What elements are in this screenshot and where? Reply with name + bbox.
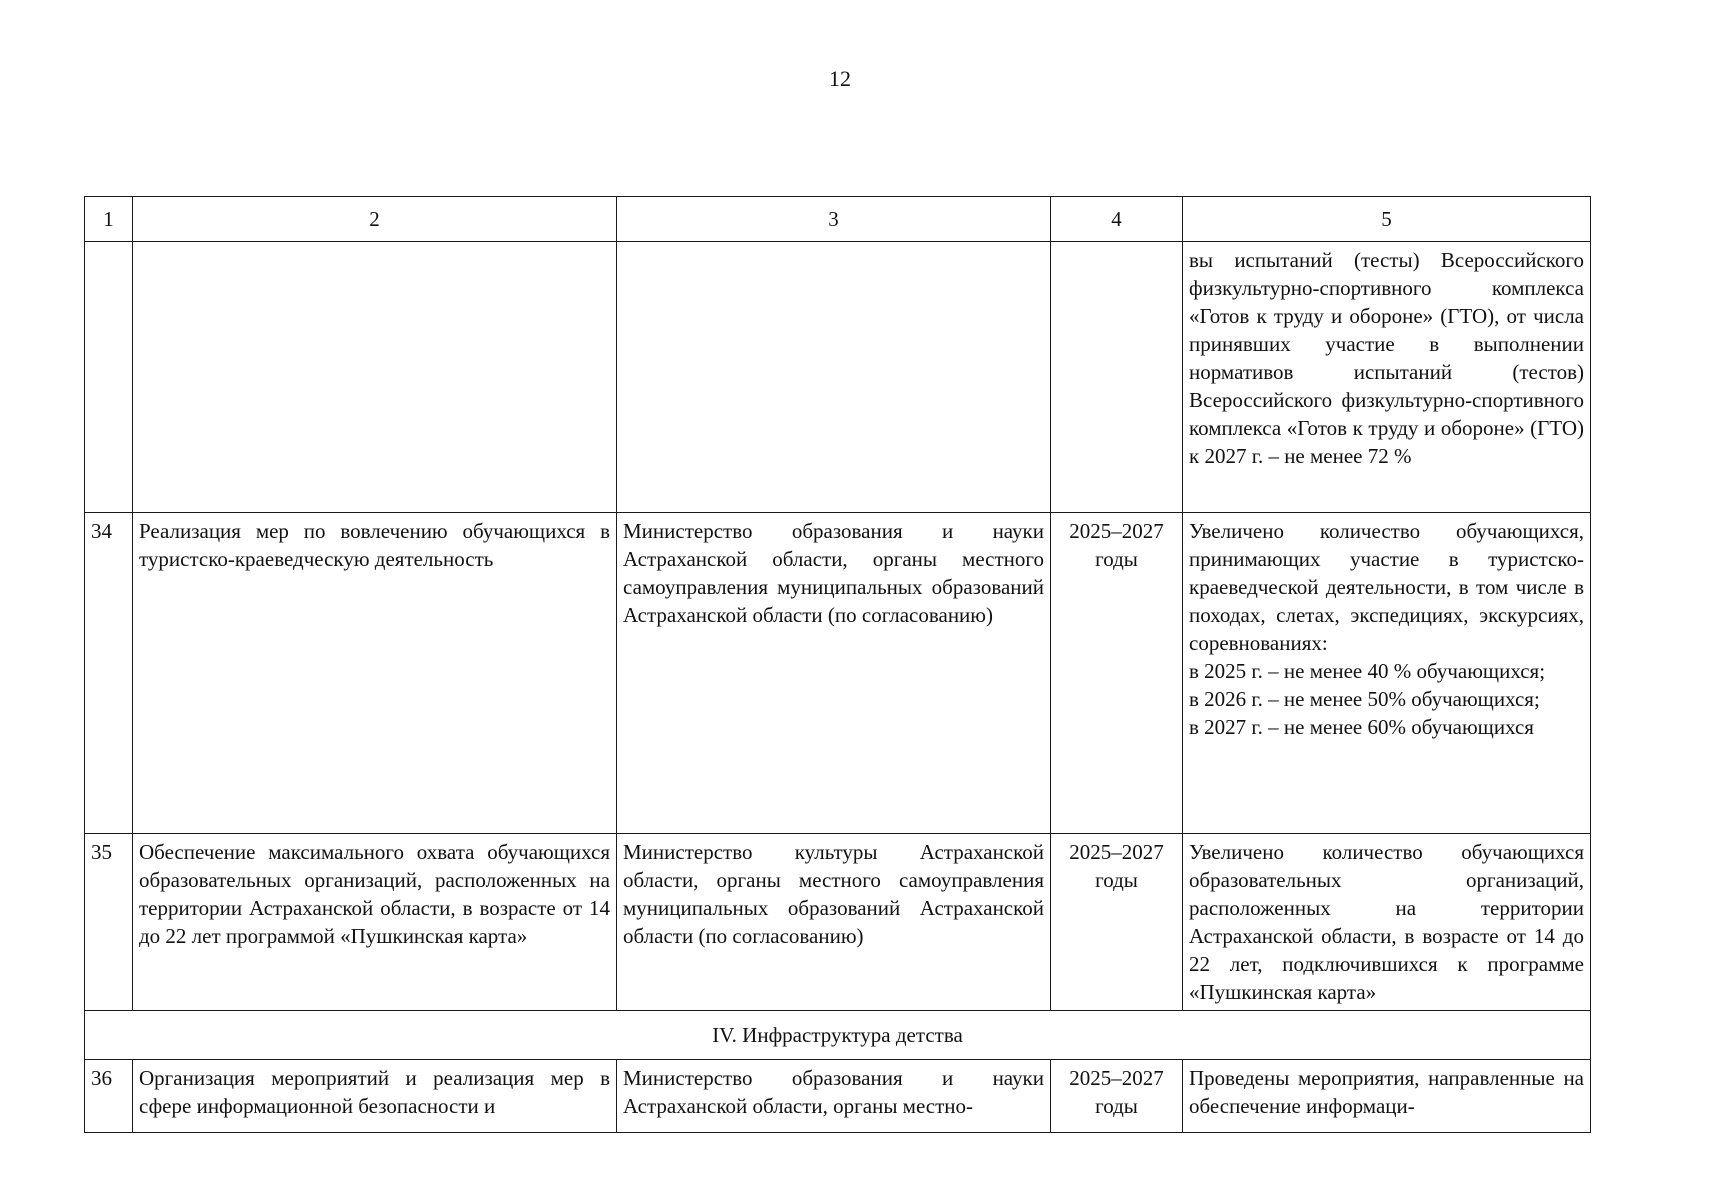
responsible-cell: Министерство образования и науки Астраханской области, органы местного самоуправления муниципальных образований Астраханской области (по согласованию): [617, 513, 1051, 834]
result-line: в 2027 г. – не менее 60% обучающихся: [1189, 715, 1534, 739]
row-number-cell: [85, 242, 133, 513]
result-line: Увеличено количество обучающихся образовательных организаций, расположенных на территории Астраханской области, в возрасте от 14 до 22 лет, подключившихся к программе «Пушкинская карта»: [1189, 840, 1584, 1004]
period-cell: 2025–2027 годы: [1051, 834, 1183, 1011]
result-cell: вы испытаний (тесты) Всероссийского физкультурно-спортивного комплекса «Готов к труду и обороне» (ГТО), от числа принявших участие в выполнении нормативов испытаний (тестов) Всероссийского физкультурно-спортивного комплекса «Готов к труду и обороне» (ГТО) к 2027 г. – не менее 72 %: [1183, 242, 1591, 513]
result-line: в 2025 г. – не менее 40 % обучающихся;: [1189, 659, 1546, 683]
measure-cell: Организация мероприятий и реализация мер в сфере информационной безопасности и: [133, 1060, 617, 1133]
period-cell: [1051, 242, 1183, 513]
section-title: IV. Инфраструктура детства: [85, 1011, 1591, 1060]
column-header-5: 5: [1183, 197, 1591, 242]
responsible-cell: Министерство образования и науки Астраханской области, органы местно-: [617, 1060, 1051, 1133]
row-number-cell: 34: [85, 513, 133, 834]
result-line: в 2026 г. – не менее 50% обучающихся;: [1189, 687, 1540, 711]
result-cell: [1183, 513, 1591, 834]
result-line: Увеличено количество обучающихся, принимающих участие в туристско-краеведческой деятельности, в том числе в походах, слетах, экспедициях, экскурсиях, соревнованиях:: [1189, 519, 1584, 655]
period-cell: 2025–2027 годы: [1051, 1060, 1183, 1133]
column-header-1: 1: [85, 197, 133, 242]
measure-cell: Обеспечение максимального охвата обучающихся образовательных организаций, расположенных на территории Астраханской области, в возрасте от 14 до 22 лет программой «Пушкинская карта»: [133, 834, 617, 1011]
page-number: 12: [829, 66, 851, 91]
table-header-row: [85, 197, 1591, 242]
responsible-cell: Министерство культуры Астраханской области, органы местного самоуправления муниципальных образований Астраханской области (по согласованию): [617, 834, 1051, 1011]
result-cell: [1183, 834, 1591, 1011]
measure-cell: Реализация мер по вовлечению обучающихся в туристско-краеведческую деятельность: [133, 513, 617, 834]
section-heading-row: [85, 1011, 1591, 1060]
result-cell: Проведены мероприятия, направленные на обеспечение информаци-: [1183, 1060, 1591, 1133]
column-header-3: 3: [617, 197, 1051, 242]
column-header-2: 2: [133, 197, 617, 242]
column-header-4: 4: [1051, 197, 1183, 242]
measures-table: [84, 196, 1591, 1133]
responsible-cell: [617, 242, 1051, 513]
table-row: [85, 513, 1591, 834]
table-row-continuation: [85, 242, 1591, 513]
table-row: [85, 834, 1591, 1011]
period-cell: 2025–2027 годы: [1051, 513, 1183, 834]
row-number-cell: 35: [85, 834, 133, 1011]
table-row: [85, 1060, 1591, 1133]
row-number-cell: 36: [85, 1060, 133, 1133]
measure-cell: [133, 242, 617, 513]
